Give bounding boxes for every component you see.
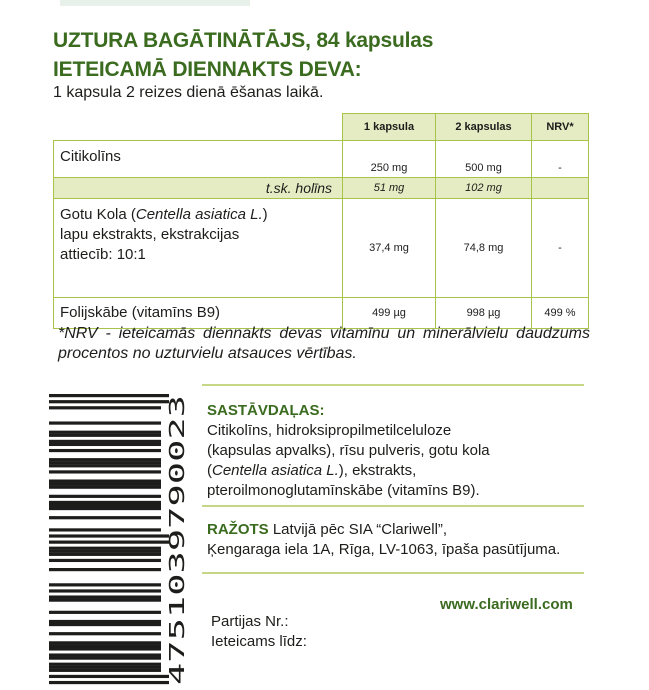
value-nrv: - [532, 199, 589, 298]
header-empty-cell [54, 114, 343, 141]
barcode-bar [49, 504, 161, 507]
table-row [54, 141, 589, 178]
barcode-bar [49, 479, 161, 482]
manufacturer-line: RAŽOTS Latvijā pēc SIA “Clariwell”, [207, 521, 448, 538]
column-header: NRV* [532, 114, 589, 141]
ingredients-line: pteroilmonoglutamīnskābe (vitamīns B9). [207, 482, 480, 499]
ingredient-name: Folijskābe (vitamīns B9) [54, 298, 343, 329]
barcode-bar [49, 623, 161, 626]
top-accent-bar [60, 0, 250, 6]
barcode-bar [49, 464, 161, 467]
value-nrv: 499 % [532, 298, 589, 329]
barcode-bar [49, 647, 161, 650]
column-header: 2 kapsulas [436, 114, 532, 141]
barcode-graphic [49, 392, 189, 686]
manufacturer-title: RAŽOTS [207, 521, 269, 538]
table-row [54, 199, 589, 298]
value-2-capsules: 998 µg [436, 298, 532, 329]
ingredients-line: (kapsulas apvalks), rīsu pulveris, gotu kola [207, 442, 490, 459]
barcode-digits: 4751039790023 [165, 524, 189, 685]
value-2-capsules: 102 mg [436, 178, 532, 199]
value-nrv: - [532, 141, 589, 178]
value-1-capsule: 250 mg [343, 141, 436, 178]
barcode-bar [49, 583, 161, 586]
value-1-capsule: 51 mg [343, 178, 436, 199]
barcode [49, 392, 189, 686]
barcode-bar [49, 599, 161, 602]
batch-number-label: Partijas Nr.: [211, 613, 289, 630]
barcode-bar [49, 434, 161, 437]
barcode-guard-bar [49, 681, 169, 684]
divider [202, 572, 584, 574]
ingredients-title: SASTĀVDAĻAS: [207, 402, 325, 419]
barcode-bar [49, 483, 161, 486]
barcode-bar [49, 568, 161, 571]
barcode-guard-bar [49, 675, 169, 678]
barcode-bar [49, 666, 161, 669]
value-2-capsules: 500 mg [436, 141, 532, 178]
barcode-bar [49, 644, 161, 647]
barcode-bar [49, 669, 161, 672]
value-nrv [532, 178, 589, 199]
barcode-bar [49, 653, 161, 656]
barcode-bar [49, 641, 161, 644]
barcode-bar [49, 589, 161, 592]
value-2-capsules: 74,8 mg [436, 199, 532, 298]
table-row [54, 178, 589, 199]
manufacturer-address: Ķengaraga iela 1A, Rīga, LV-1063, īpaša pasūtījuma. [207, 541, 561, 558]
column-header: 1 kapsula [343, 114, 436, 141]
ingredient-name: t.sk. holīns [54, 178, 343, 199]
barcode-bar [49, 421, 161, 424]
website-link[interactable]: www.clariwell.com [440, 596, 573, 613]
barcode-bar [49, 553, 161, 556]
barcode-bar [49, 495, 161, 498]
barcode-bar [49, 458, 161, 461]
barcode-bar [49, 449, 161, 452]
barcode-bar [49, 657, 161, 660]
barcode-bar [49, 611, 161, 614]
barcode-bar [49, 507, 161, 510]
barcode-guard-bar [49, 534, 169, 537]
barcode-bar [49, 486, 161, 489]
barcode-bar [49, 501, 161, 504]
barcode-bar [49, 516, 161, 519]
barcode-bar [49, 620, 161, 623]
dose-title: IETEICAMĀ DIENNAKTS DEVA: [53, 58, 362, 81]
barcode-bar [49, 632, 161, 635]
ingredient-name: Citikolīns [54, 141, 343, 178]
barcode-bar [49, 470, 161, 473]
barcode-bar [49, 547, 161, 550]
table-header-row [54, 114, 589, 141]
ingredients-line: (Centella asiatica L.), ekstrakts, [207, 462, 417, 479]
barcode-bar [49, 528, 161, 531]
barcode-bar [49, 559, 161, 562]
dose-text: 1 kapsula 2 reizes dienā ēšanas laikā. [53, 84, 324, 101]
ingredient-name: Gotu Kola (Centella asiatica L.) lapu ekstrakts, ekstrakcijas attiecīb: 10:1 [54, 199, 343, 298]
barcode-bar [49, 550, 161, 553]
nutrition-table [53, 113, 589, 329]
divider [202, 384, 584, 386]
value-1-capsule: 499 µg [343, 298, 436, 329]
ingredients-section [207, 401, 490, 501]
barcode-guard-bar [49, 541, 169, 544]
barcode-bar [49, 431, 161, 434]
barcode-bar [49, 663, 161, 666]
barcode-bar [49, 443, 161, 446]
ingredients-line: Citikolīns, hidroksipropilmetilceluloze [207, 422, 452, 439]
manufacturer-section [207, 520, 560, 560]
barcode-bar [49, 440, 161, 443]
barcode-guard-bar [49, 394, 169, 397]
nrv-footnote: *NRV - ieteicamās diennakts devas vitamīnu un minerālvielu daudzums procentos no uzturvielu atsauces vērtības. [58, 325, 590, 362]
product-title: UZTURA BAGĀTINĀTĀJS, 84 kapsulas [53, 29, 434, 52]
barcode-bar [49, 595, 161, 598]
divider [202, 505, 584, 507]
best-before-label: Ieteicams līdz: [211, 633, 307, 650]
barcode-guard-bar [49, 400, 169, 403]
barcode-bar [49, 406, 161, 409]
barcode-bar [49, 461, 161, 464]
value-1-capsule: 37,4 mg [343, 199, 436, 298]
